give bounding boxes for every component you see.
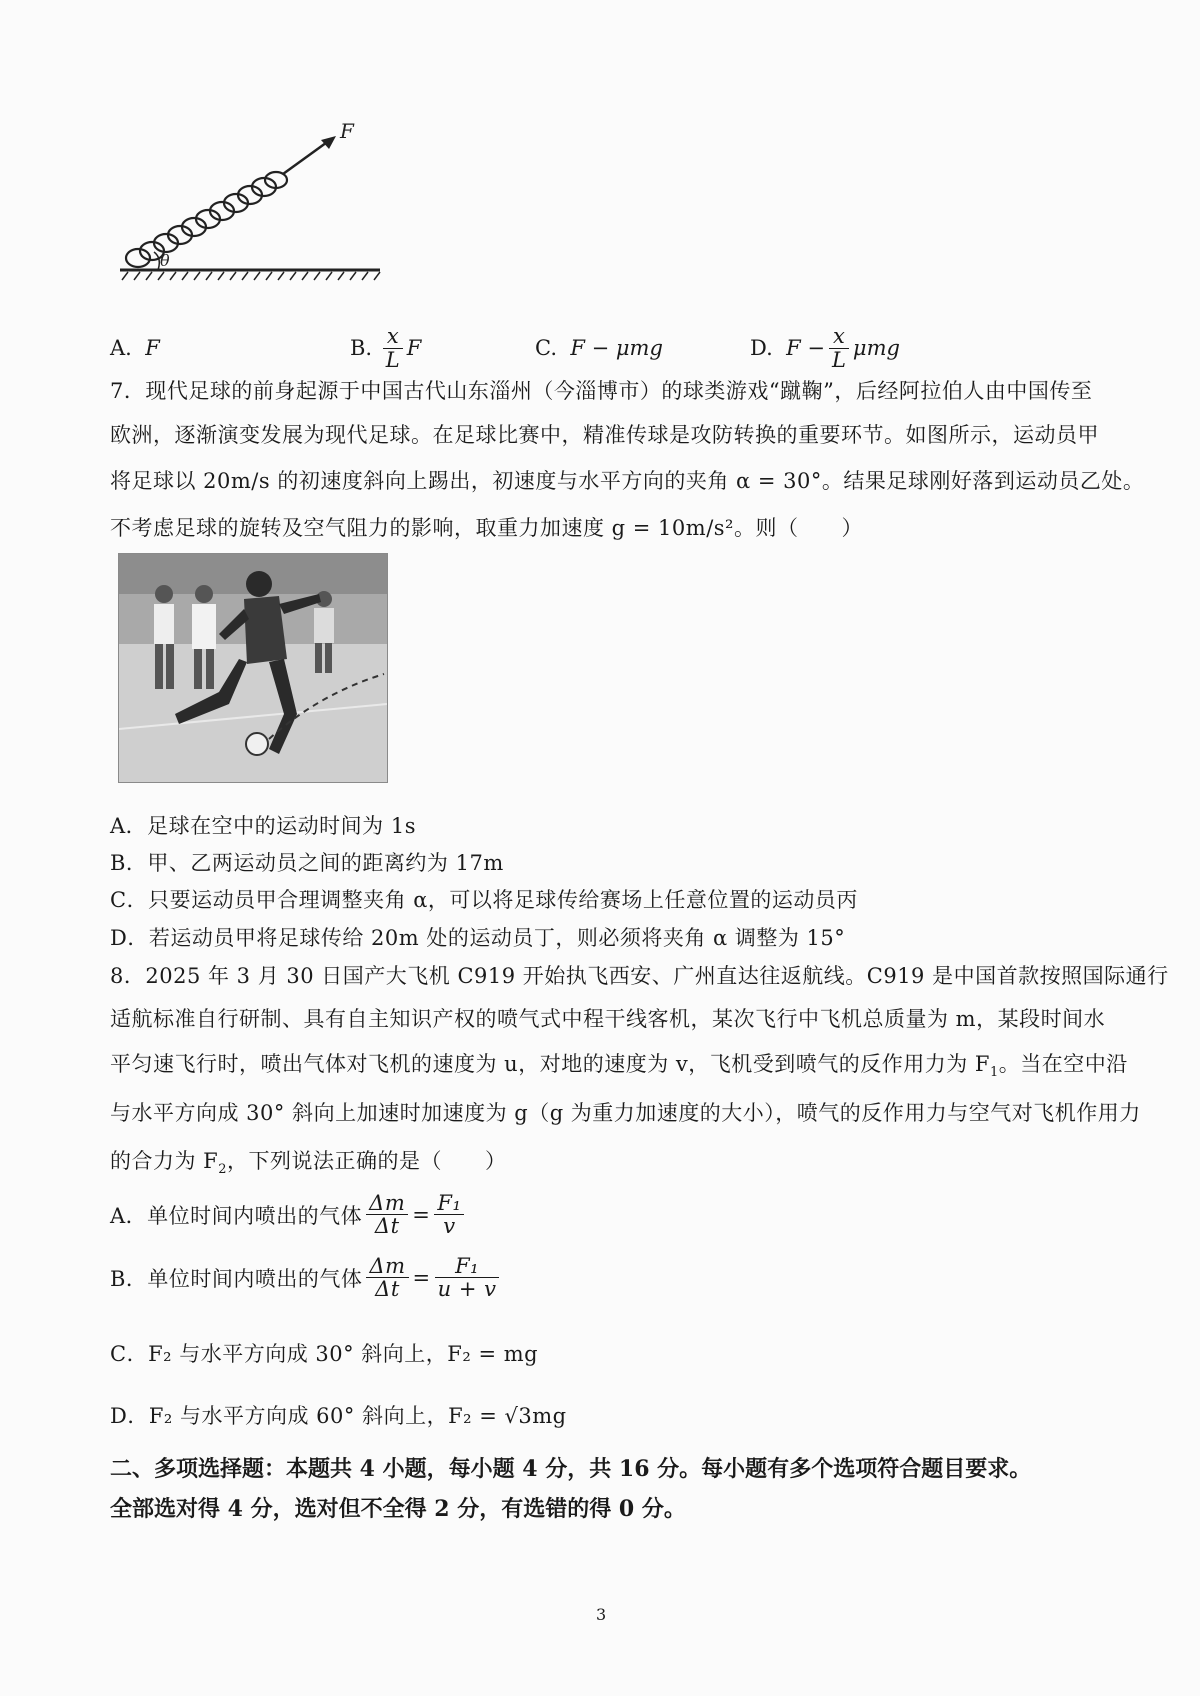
q8-stem-line-2: 适航标准自行研制、具有自主知识产权的喷气式中程干线客机，某次飞行中飞机总质量为 m，某段时间水 (110, 1007, 1106, 1031)
football-kick-photo (118, 553, 388, 783)
q6-option-d[interactable]: D. F − $\frac{x}{L}$ μmg (750, 324, 900, 372)
q7-option-d[interactable]: D．若运动员甲将足球传给 20m 处的运动员丁，则必须将夹角 α 调整为 15° (110, 926, 846, 950)
q8-stem-line-1: 8．2025 年 3 月 30 日国产大飞机 C919 开始执飞西安、广州直达往返航线。C919 是中国首款按照国际通行 (110, 964, 1169, 988)
q7-stem-line-2: 欧洲，逐渐演变发展为现代足球。在足球比赛中，精准传球是攻防转换的重要环节。如图所示，运动员甲 (110, 423, 1099, 447)
q7-option-b[interactable]: B．甲、乙两运动员之间的距离约为 17m (110, 851, 504, 875)
section-2-heading-line-2: 全部选对得 4 分，选对但不全得 2 分，有选错的得 0 分。 (110, 1496, 686, 1522)
q8-stem-line-3: 平匀速飞行时，喷出气体对飞机的速度为 u，对地的速度为 v，飞机受到喷气的反作用力为 $F_1$。当在空中沿 (110, 1052, 1128, 1081)
q6-option-c[interactable]: C. F − μmg (535, 336, 663, 360)
q6-options (110, 318, 1010, 378)
q8-option-c[interactable]: C．F₂ 与水平方向成 30° 斜向上，F₂ = mg (110, 1342, 539, 1366)
q6-option-a[interactable]: A. F (110, 336, 160, 360)
q7-stem-line-1: 7．现代足球的前身起源于中国古代山东淄州（今淄博市）的球类游戏“蹴鞠”，后经阿拉伯人由中国传至 (110, 379, 1093, 403)
force-label: F (340, 120, 354, 143)
q8-option-d[interactable]: D．F₂ 与水平方向成 60° 斜向上，F₂ = √3mg (110, 1404, 567, 1428)
q8-option-a[interactable]: A．单位时间内喷出的气体 $\frac{\Delta m}{\Delta t}$ = $\frac{\text{F₁}}{v}$ (110, 1192, 468, 1237)
q7-option-c[interactable]: C．只要运动员甲合理调整夹角 α，可以将足球传给赛场上任意位置的运动员丙 (110, 888, 858, 912)
q7-stem-line-4: 不考虑足球的旋转及空气阻力的影响，取重力加速度 g = 10m/s²。则（ ） (110, 516, 863, 540)
q8-stem-line-4: 与水平方向成 30° 斜向上加速时加速度为 g（g 为重力加速度的大小），喷气的反作用力与空气对飞机作用力 (110, 1101, 1141, 1125)
q8-stem-line-5: 的合力为 $F_2$，下列说法正确的是（ ） (110, 1149, 507, 1178)
q6-option-b[interactable]: B. $\frac{x}{L}$ F (350, 324, 422, 372)
spring-incline-figure (118, 120, 383, 290)
section-2-heading-line-1: 二、多项选择题：本题共 4 小题，每小题 4 分，共 16 分。每小题有多个选项符合题目要求。 (110, 1456, 1032, 1482)
q8-option-b[interactable]: B．单位时间内喷出的气体 $\frac{\Delta m}{\Delta t}$ = $\frac{\text{F₁}}{u + v}$ (110, 1255, 503, 1300)
q7-stem-line-3: 将足球以 20m/s 的初速度斜向上踢出，初速度与水平方向的夹角 α = 30°。结果足球刚好落到运动员乙处。 (110, 469, 1145, 493)
q7-option-a[interactable]: A．足球在空中的运动时间为 1s (110, 814, 416, 838)
angle-label: θ (160, 251, 170, 270)
page-number: 3 (596, 1605, 607, 1624)
